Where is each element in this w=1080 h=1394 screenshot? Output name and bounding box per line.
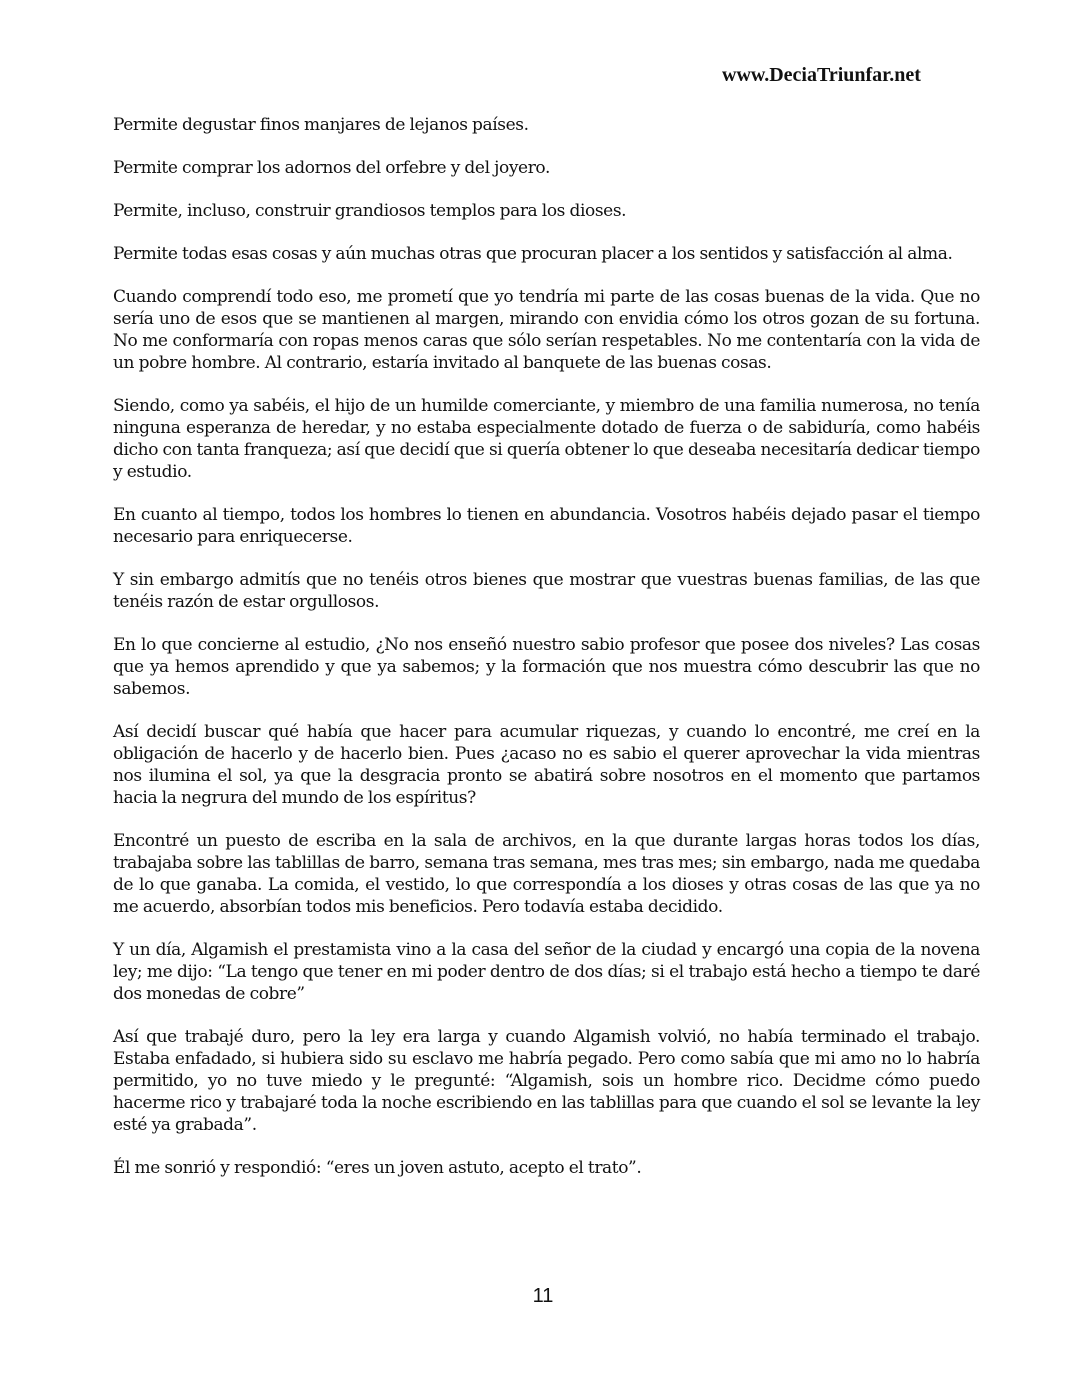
paragraph: Permite degustar finos manjares de lejanos países. (113, 115, 529, 135)
paragraph: Cuando comprendí todo eso, me prometí que yo tendría mi parte de las cosas buenas de la vida. Que no sería uno de esos que se mantienen al margen, mirando con envidia cómo los otros gozan de su fortuna. No me conformaría con ropas menos caras que sólo serían respetables. No me contentaría con la vida de un pobre hombre. Al contrario, estaría invitado al banquete de las buenas cosas. (113, 287, 980, 373)
document-body (113, 114, 980, 1200)
paragraph: Él me sonrió y respondió: “eres un joven astuto, acepto el trato”. (113, 1158, 642, 1178)
paragraph: Permite, incluso, construir grandiosos templos para los dioses. (113, 201, 627, 221)
paragraph: Así que trabajé duro, pero la ley era larga y cuando Algamish volvió, no había terminado el trabajo. Estaba enfadado, si hubiera sido su esclavo me habría pegado. Pero como sabía que mi amo no lo habría permitido, yo no tuve miedo y le pregunté: “Algamish, sois un hombre rico. Decidme cómo puedo hacerme rico y trabajaré toda la noche escribiendo en las tablillas para que cuando el sol se levante la ley esté ya grabada”. (113, 1027, 980, 1135)
paragraph: Siendo, como ya sabéis, el hijo de un humilde comerciante, y miembro de una familia numerosa, no tenía ninguna esperanza de heredar, y no estaba especialmente dotado de fuerza o de sabiduría, como habéis dicho con tanta franqueza; así que decidí que si quería obtener lo que deseaba necesitaría dedicar tiempo y estudio. (113, 396, 980, 482)
site-url-header: www.DeciaTriunfar.net (722, 64, 921, 86)
page-number: 11 (532, 1285, 554, 1307)
paragraph: En lo que concierne al estudio, ¿No nos enseñó nuestro sabio profesor que posee dos niveles? Las cosas que ya hemos aprendido y que ya sabemos; y la formación que nos muestra cómo descubrir las que no sabemos. (113, 635, 980, 699)
paragraph: Permite comprar los adornos del orfebre y del joyero. (113, 158, 550, 178)
paragraph: Así decidí buscar qué había que hacer para acumular riquezas, y cuando lo encontré, me creí en la obligación de hacerlo y de hacerlo bien. Pues ¿acaso no es sabio el querer aprovechar la vida mientras nos ilumina el sol, ya que la desgracia pronto se abatirá sobre nosotros en el momento que partamos hacia la negrura del mundo de los espíritus? (113, 722, 980, 808)
paragraph: Y un día, Algamish el prestamista vino a la casa del señor de la ciudad y encargó una copia de la novena ley; me dijo: “La tengo que tener en mi poder dentro de dos días; si el trabajo está hecho a tiempo te daré dos monedas de cobre” (113, 940, 980, 1004)
paragraph: Encontré un puesto de escriba en la sala de archivos, en la que durante largas horas todos los días, trabajaba sobre las tablillas de barro, semana tras semana, mes tras mes; sin embargo, nada me quedaba de lo que ganaba. La comida, el vestido, lo que correspondía a los dioses y otras cosas de las que ya no me acuerdo, absorbían todos mis beneficios. Pero todavía estaba decidido. (113, 831, 980, 917)
paragraph: En cuanto al tiempo, todos los hombres lo tienen en abundancia. Vosotros habéis dejado pasar el tiempo necesario para enriquecerse. (113, 505, 980, 547)
paragraph: Permite todas esas cosas y aún muchas otras que procuran placer a los sentidos y satisfacción al alma. (113, 244, 953, 264)
paragraph: Y sin embargo admitís que no tenéis otros bienes que mostrar que vuestras buenas familias, de las que tenéis razón de estar orgullosos. (113, 570, 980, 612)
